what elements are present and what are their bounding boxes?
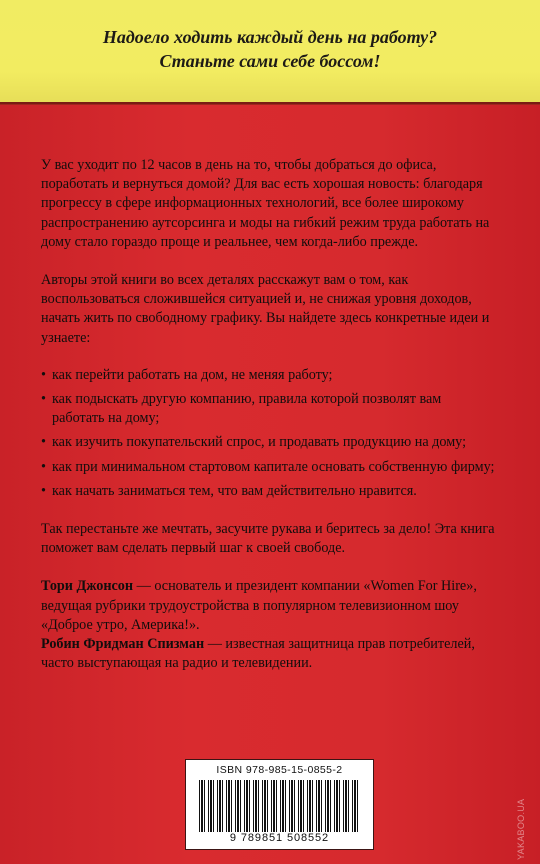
bullet-icon: • bbox=[41, 366, 46, 383]
benefits-list bbox=[41, 366, 496, 501]
list-item-text: как перейти работать на дом, не меняя работу; bbox=[52, 366, 333, 383]
author-2-bio: — известная защитница прав потребителей, часто выступающая на радио и телевидении. bbox=[41, 636, 475, 672]
barcode-number: 9 789851 508552 bbox=[229, 832, 330, 844]
list-item bbox=[41, 390, 496, 428]
blurb bbox=[41, 156, 496, 673]
bullet-icon: • bbox=[41, 391, 46, 408]
author-2-name: Робин Фридман Спизман bbox=[41, 636, 205, 653]
barcode-bars bbox=[199, 780, 360, 832]
author-bios bbox=[41, 577, 496, 673]
tagline bbox=[0, 25, 540, 73]
list-item bbox=[41, 482, 496, 501]
bullet-icon: • bbox=[41, 482, 46, 499]
isbn-label: ISBN 978-985-15-0855-2 bbox=[216, 764, 343, 776]
list-item-text: как подыскать другую компанию, правила которой позволят вам работать на дому; bbox=[52, 391, 442, 427]
tagline-band bbox=[0, 0, 540, 104]
bullet-icon: • bbox=[41, 458, 46, 475]
tagline-line-1: Надоело ходить каждый день на работу? bbox=[102, 27, 438, 47]
bullet-icon: • bbox=[41, 434, 46, 451]
tagline-line-2: Станьте сами себе боссом! bbox=[159, 51, 381, 71]
list-item-text: как изучить покупательский спрос, и продавать продукцию на дому; bbox=[52, 434, 467, 451]
list-item-text: как при минимальном стартовом капитале основать собственную фирму; bbox=[52, 458, 495, 475]
list-item-text: как начать заниматься тем, что вам действительно нравится. bbox=[52, 482, 417, 499]
list-item bbox=[41, 366, 496, 385]
list-item bbox=[41, 433, 496, 452]
paragraph-3: Так перестаньте же мечтать, засучите рукава и беритесь за дело! Эта книга поможет вам сделать первый шаг к своей свободе. bbox=[41, 521, 495, 557]
watermark: YAKABOO.UA bbox=[516, 798, 526, 860]
author-1-name: Тори Джонсон bbox=[41, 578, 134, 595]
barcode-block bbox=[185, 759, 374, 850]
list-item bbox=[41, 458, 496, 477]
author-1-bio: — основатель и президент компании «Women For Hire», ведущая рубрики трудоустройства в популярном телевизионном шоу «Доброе утро, Америка!». bbox=[41, 578, 477, 633]
paragraph-2: Авторы этой книги во всех деталях расскажут вам о том, как воспользоваться сложившейся ситуацией и, не снижая уровня доходов, начать жить по свободному графику. Вы найдете здесь конкретные идеи и узнаете: bbox=[41, 272, 490, 346]
paragraph-1: У вас уходит по 12 часов в день на то, чтобы добраться до офиса, поработать и вернуться домой? Для вас есть хорошая новость: благодаря прогрессу в сфере информационных технологий, все более широкому распространению аутсорсинга и моды на гибкий режим труда работать на дому стало гораздо проще и реальнее, чем когда-либо прежде. bbox=[41, 157, 490, 250]
